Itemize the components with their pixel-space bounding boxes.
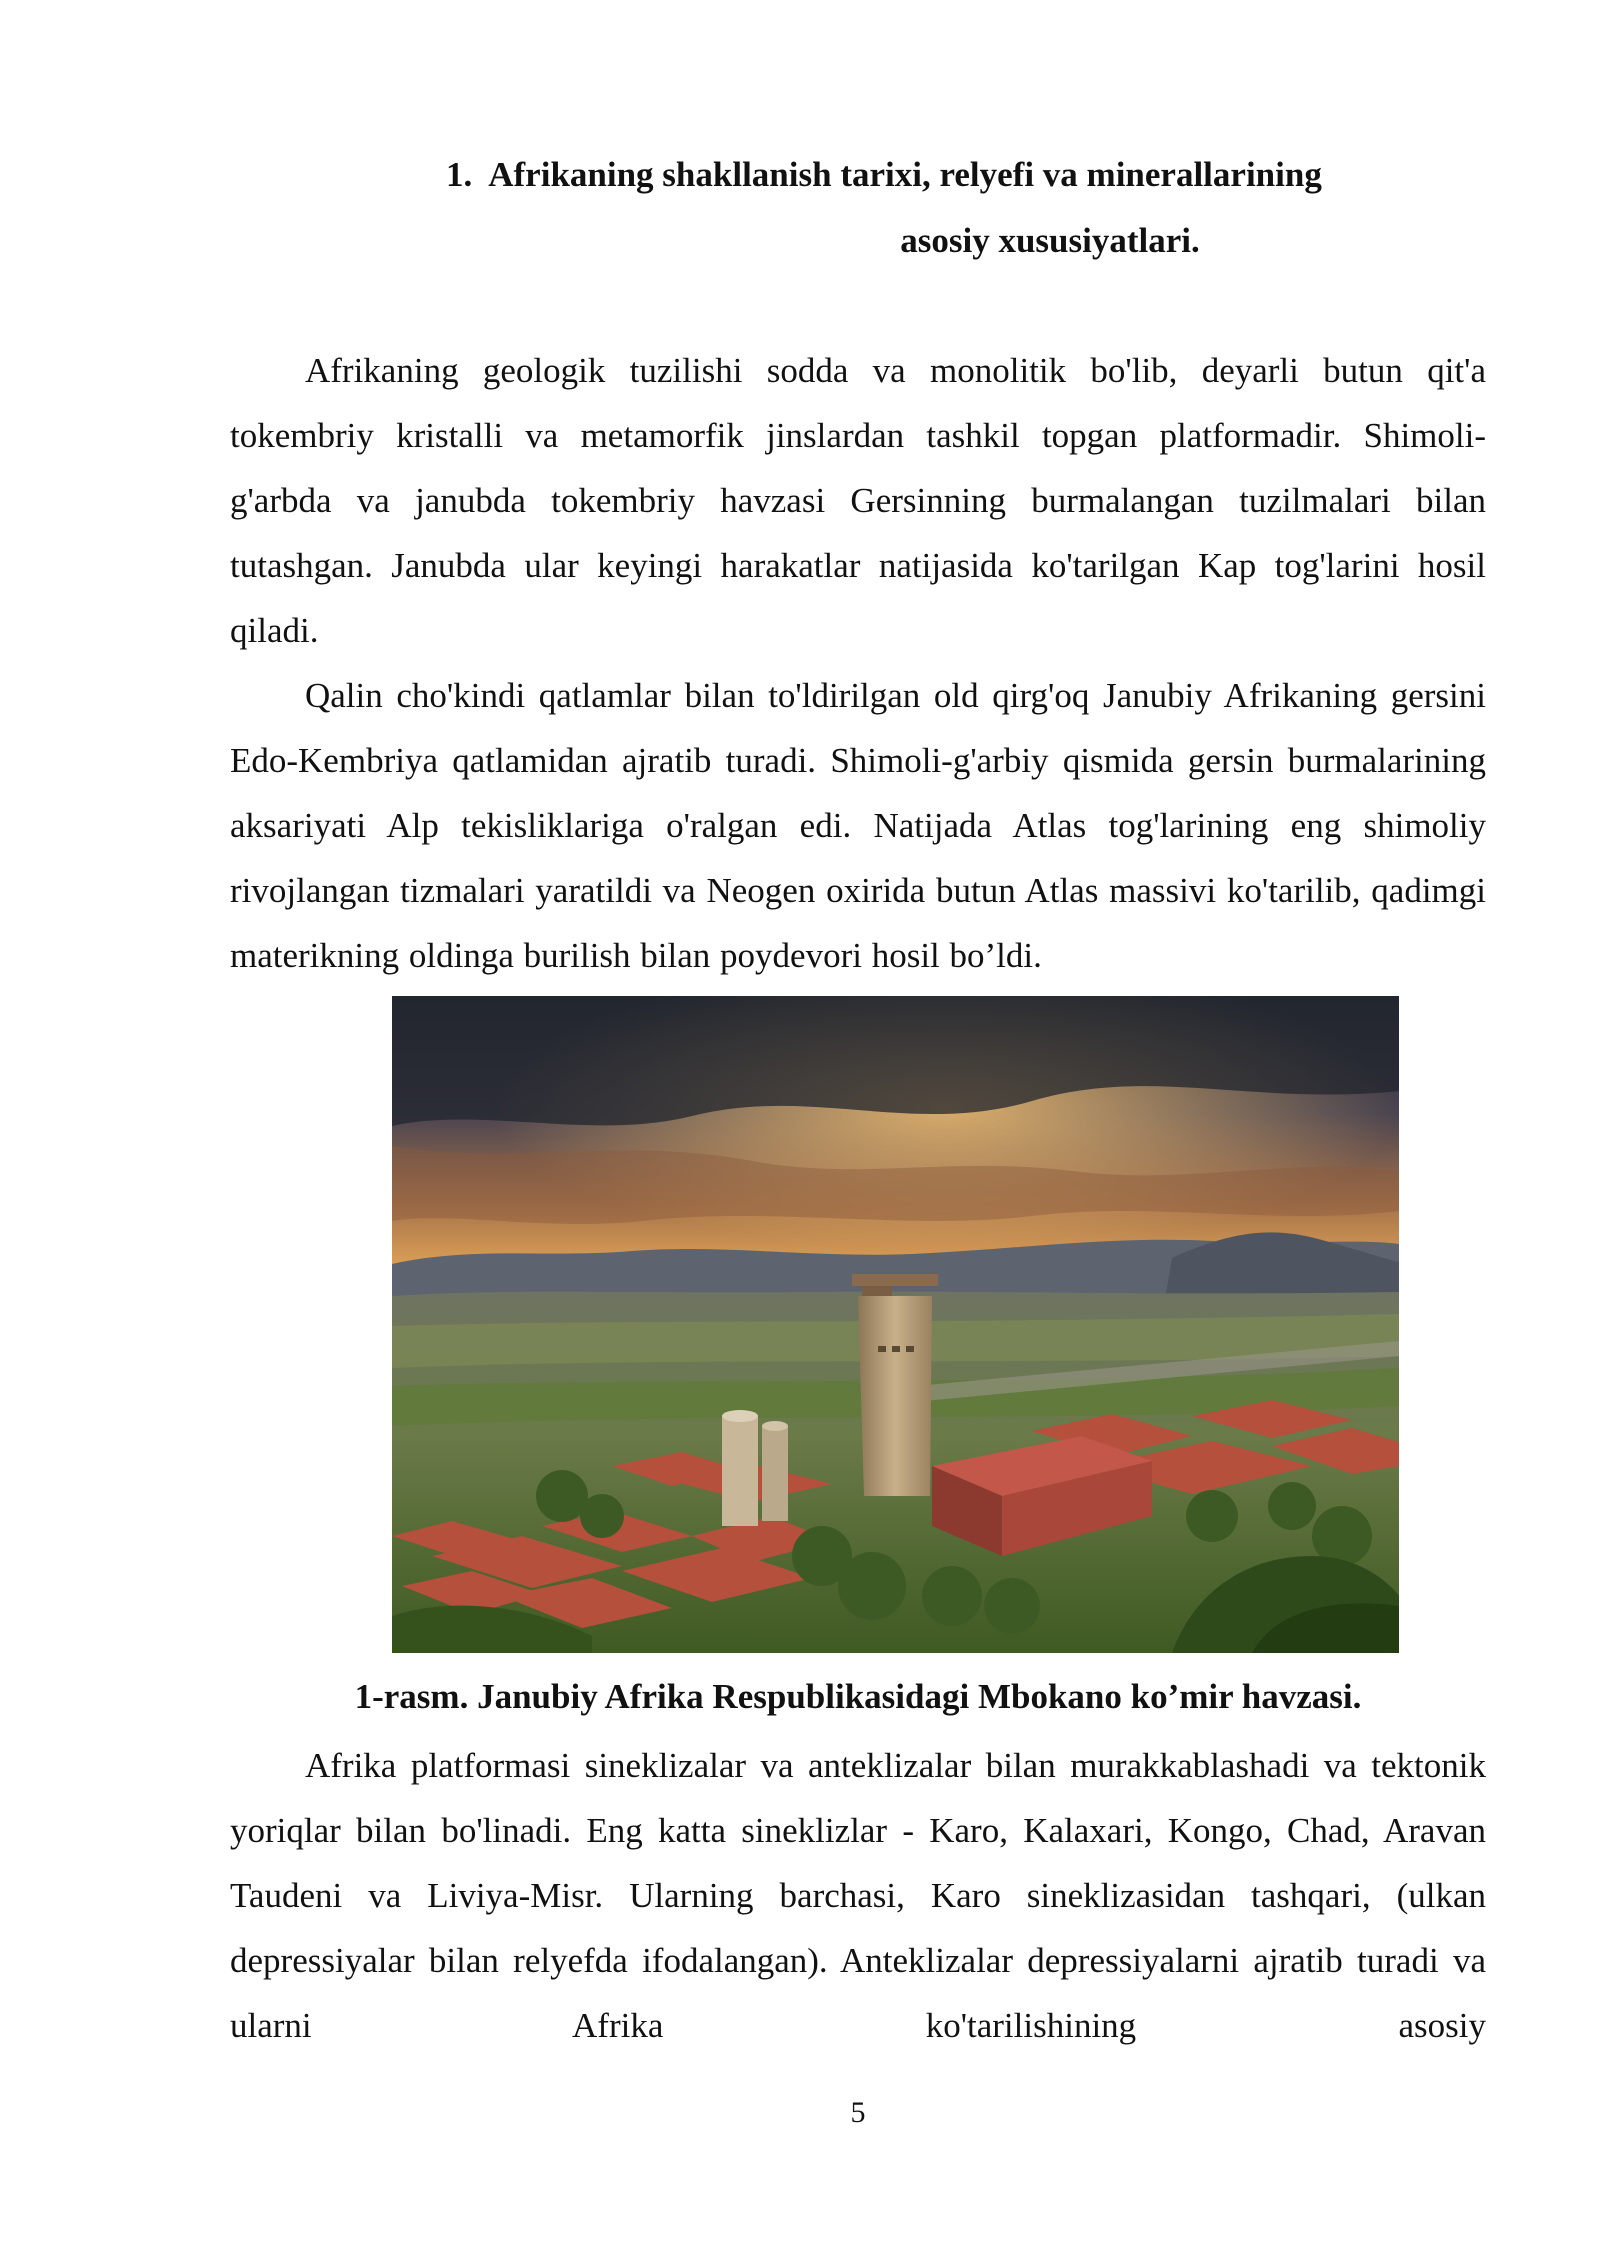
section-number: 1. [446,155,473,194]
figure-caption: 1-rasm. Janubiy Afrika Respublikasidagi Mbokano ko’mir havzasi. [354,1677,1362,1716]
paragraph-1: Afrikaning geologik tuzilishi sodda va monolitik bo'lib, deyarli butun qit'a tokembriy kristalli va metamorfik jinslardan tashkil topgan platformadir. Shimoli-g'arbda va janubda tokembriy havzasi Gersinning burmalangan tuzilmalari bilan tutashgan. Janubda ular keyingi harakatlar natijasida ko'tarilgan Kap tog'larini hosil qiladi. [230,351,1486,650]
figure-photo [392,996,1399,1653]
page-number: 5 [850,2096,866,2129]
section-heading-line1 [446,142,1446,208]
paragraph-3: Afrika platformasi sineklizalar va anteklizalar bilan murakkablashadi va tektonik yoriqlar bilan bo'linadi. Eng katta sineklizlar - Karo, Kalaxari, Kongo, Chad, Aravan Taudeni va Liviya-Misr. Ularning barchasi, Karo sineklizasidan tashqari, (ulkan depressiyalar bilan relyefda ifodalangan). Anteklizalar depressiyalarni ajratib turadi va ularni Afrika ko'tarilishining asosiy [230,1746,1486,2045]
section-heading-line2: asosiy xususiyatlari. [900,221,1200,260]
mining-town-photo [392,996,1399,1653]
paragraph-2: Qalin cho'kindi qatlamlar bilan to'ldirilgan old qirg'oq Janubiy Afrikaning gersini Edo-Kembriya qatlamidan ajratib turadi. Shimoli-g'arbiy qismida gersin burmalarining aksariyati Alp tekisliklariga o'ralgan edi. Natijada Atlas tog'larining eng shimoliy rivojlangan tizmalari yaratildi va Neogen oxirida butun Atlas massivi ko'tarilib, qadimgi materikning oldinga burilish bilan poydevori hosil bo’ldi. [230,676,1486,975]
section-title-line1: Afrikaning shakllanish tarixi, relyefi va minerallarining [488,155,1322,194]
